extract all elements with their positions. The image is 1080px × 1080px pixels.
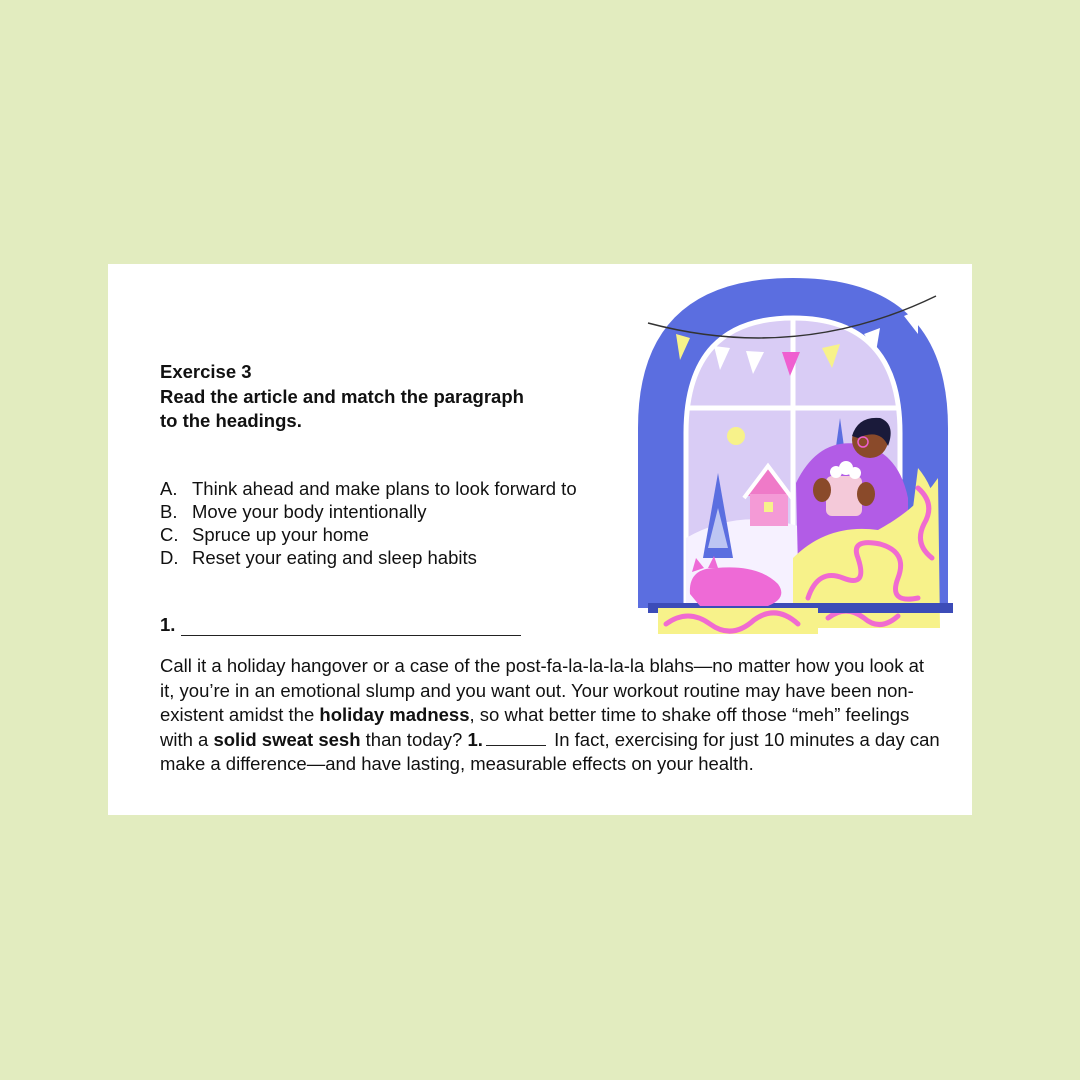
paragraph-blank-number: 1. — [467, 728, 483, 750]
option-letter: B. — [160, 501, 178, 522]
exercise-title-block — [160, 360, 524, 434]
option-c — [160, 523, 577, 546]
paragraph-text-1: Call it a holiday hangover or a case of the post-fa-la-la-la-la blahs—no matter how you look at it, you’re in an emotional slump and you want out. Your workout routine may have been non-existent amidst the — [160, 655, 925, 725]
paragraph-bold-holiday-madness: holiday madness — [319, 704, 470, 725]
answer-number: 1. — [160, 614, 176, 635]
paragraph-text-3: than today? — [360, 728, 468, 750]
option-text: Spruce up your home — [192, 524, 369, 545]
exercise-heading: Exercise 3 — [160, 361, 252, 382]
heading-options-list — [160, 477, 577, 569]
answer-line-1 — [160, 614, 521, 636]
option-a — [160, 477, 577, 500]
exercise-instruction-line1: Read the article and match the paragraph — [160, 385, 524, 407]
paragraph-inline-blank[interactable] — [486, 731, 546, 746]
paragraph-text-2: , so what better time to shake off those “meh” feelings with a — [160, 704, 910, 750]
paragraph-text-4: In fact, exercising for just 10 minutes a day can make a difference—and have lasting, measurable effects on your health. — [160, 728, 940, 774]
cozy-window-illustration — [618, 268, 968, 634]
exercise-instruction-line2: to the headings. — [160, 410, 302, 431]
option-b — [160, 500, 577, 523]
answer-blank[interactable] — [181, 617, 521, 636]
option-letter: C. — [160, 524, 179, 545]
option-d — [160, 546, 577, 569]
option-text: Move your body intentionally — [192, 501, 427, 522]
option-text: Think ahead and make plans to look forward to — [192, 478, 577, 499]
option-letter: D. — [160, 547, 179, 568]
option-text: Reset your eating and sleep habits — [192, 547, 477, 568]
exercise-card — [108, 264, 972, 815]
article-paragraph — [160, 654, 940, 777]
option-letter: A. — [160, 478, 178, 499]
paragraph-bold-solid-sweat-sesh: solid sweat sesh — [213, 728, 361, 750]
